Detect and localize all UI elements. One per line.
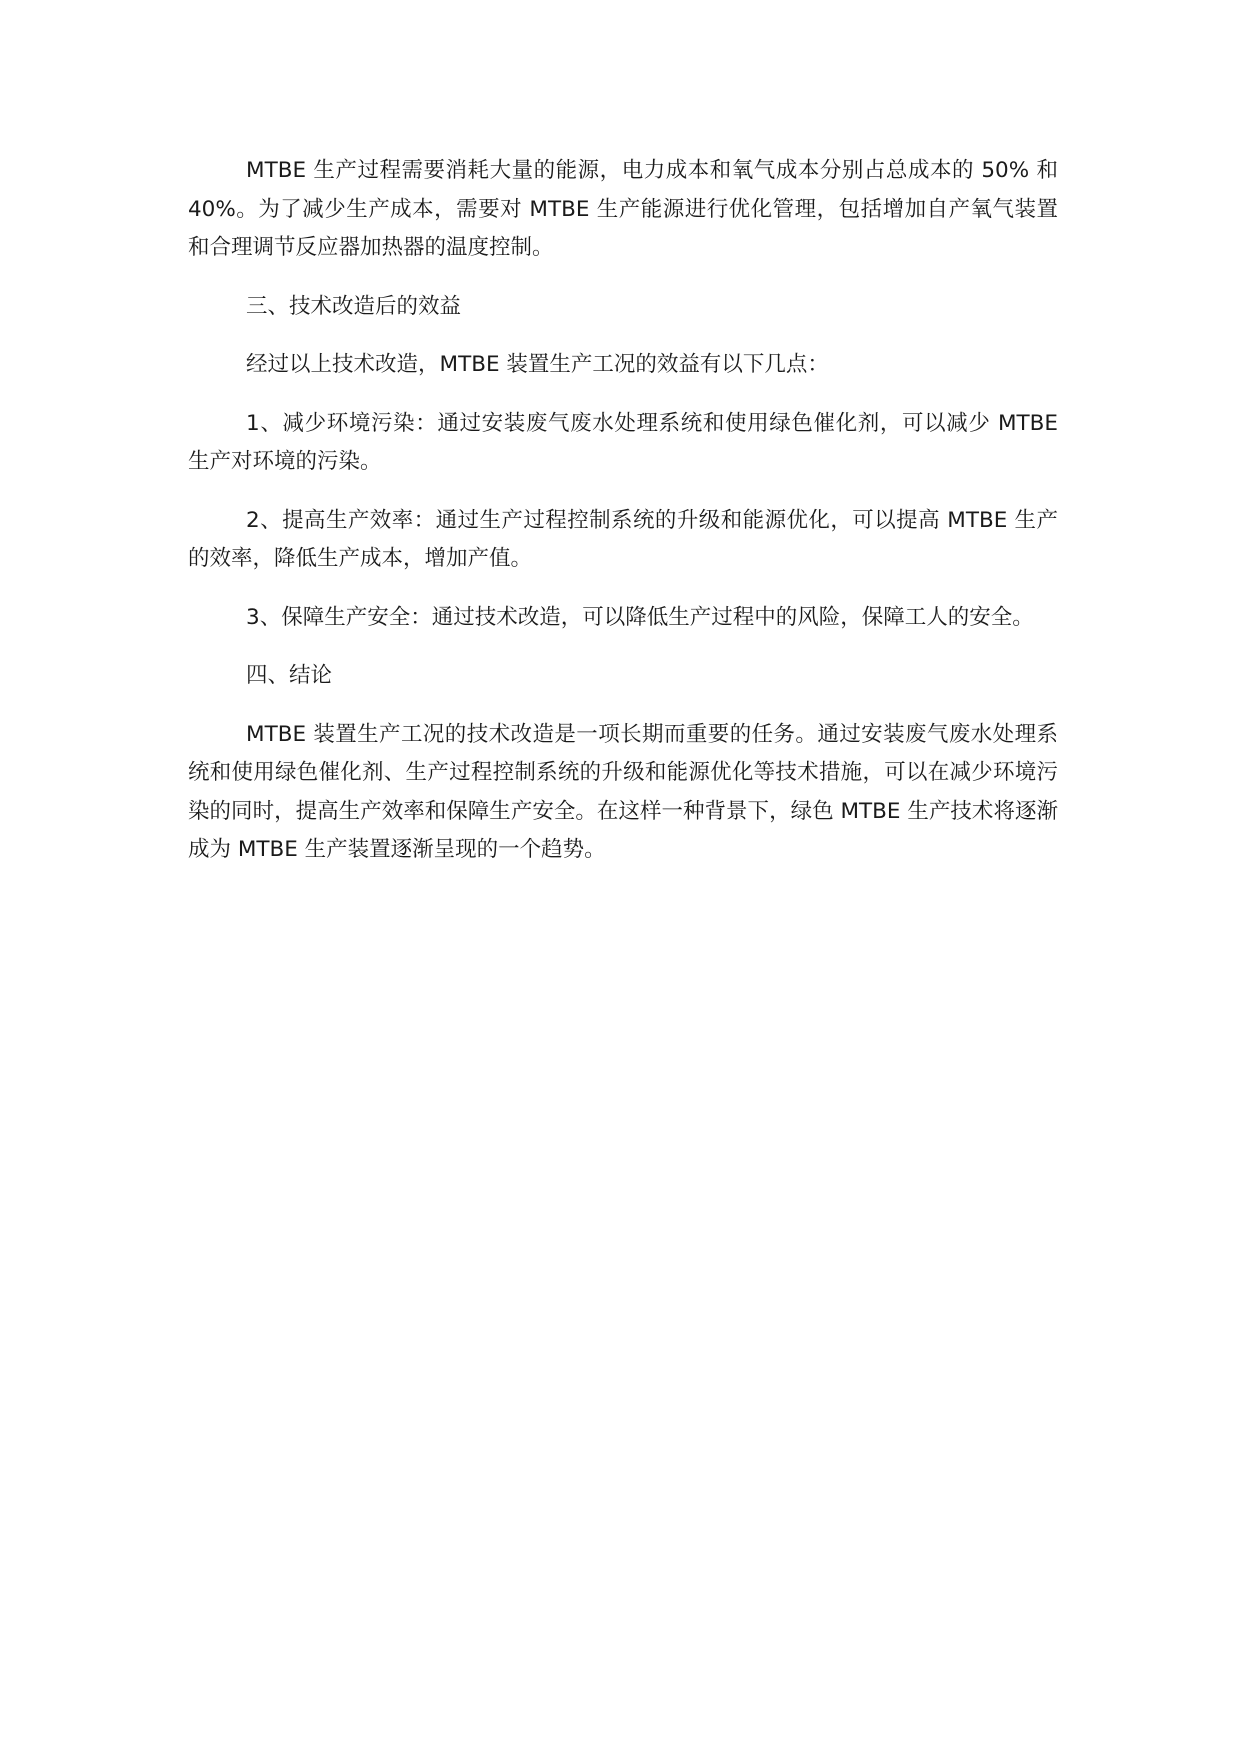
section-heading-benefits: 三、技术改造后的效益 bbox=[246, 293, 462, 319]
list-item-reduce-pollution: 1、减少环境污染：通过安装废气废水处理系统和使用绿色催化剂，可以减少 MTBE 生产对环境的污染。 bbox=[188, 410, 1058, 474]
document-body bbox=[188, 152, 1058, 890]
paragraph-benefits-intro: 经过以上技术改造，MTBE 装置生产工况的效益有以下几点： bbox=[246, 352, 829, 377]
paragraph-conclusion: MTBE 装置生产工况的技术改造是一项长期而重要的任务。通过安装废气废水处理系统和使用绿色催化剂、生产过程控制系统的升级和能源优化等技术措施，可以在减少环境污染的同时，提高生产效率和保障生产安全。在这样一种背景下，绿色 MTBE 生产技术将逐渐成为 MTBE 生产装置逐渐呈现的一个趋势。 bbox=[188, 721, 1058, 862]
list-item-safety: 3、保障生产安全：通过技术改造，可以降低生产过程中的风险，保障工人的安全。 bbox=[246, 604, 1034, 630]
paragraph-energy-optimization: MTBE 生产过程需要消耗大量的能源，电力成本和氧气成本分别占总成本的 50% 和 40%。为了减少生产成本，需要对 MTBE 生产能源进行优化管理，包括增加自产氧气装置和合理调节反应器加热器的温度控制。 bbox=[188, 158, 1058, 260]
list-item-improve-efficiency: 2、提高生产效率：通过生产过程控制系统的升级和能源优化，可以提高 MTBE 生产的效率，降低生产成本，增加产值。 bbox=[188, 507, 1058, 571]
section-heading-conclusion: 四、结论 bbox=[246, 663, 333, 688]
